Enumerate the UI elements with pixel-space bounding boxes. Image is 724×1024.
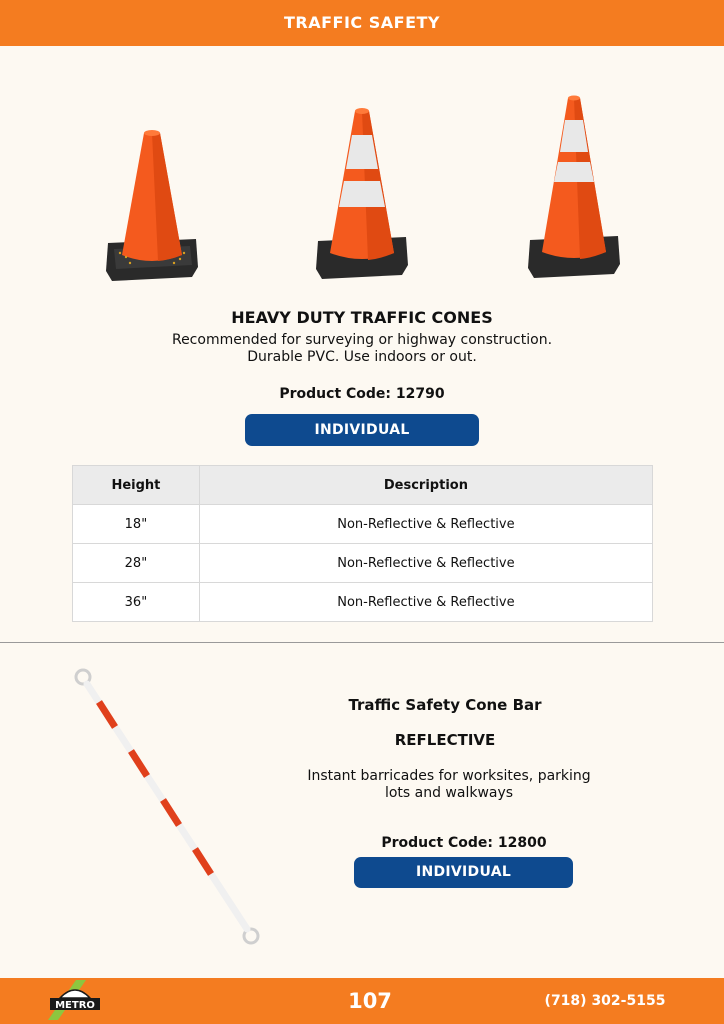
cone-images <box>0 90 724 290</box>
phone-number: (718) 302-5155 <box>544 993 666 1009</box>
table-cell-height: 36" <box>73 583 200 622</box>
section1-description-line2: Durable PVC. Use indoors or out. <box>247 349 477 365</box>
section1-individual-button[interactable]: INDIVIDUAL <box>245 414 479 446</box>
section1-description-line1: Recommended for surveying or highway construction. <box>171 332 553 348</box>
section2-individual-button[interactable]: INDIVIDUAL <box>354 857 573 888</box>
cone-36-image <box>526 94 622 284</box>
table-cell-description: Non-Reflective & Reflective <box>199 544 652 583</box>
section1-description <box>0 332 724 366</box>
table-cell-height: 28" <box>73 544 200 583</box>
table-cell-height: 18" <box>73 505 200 544</box>
size-table <box>72 465 653 622</box>
section2-description <box>280 768 618 802</box>
table-header-row <box>73 466 653 505</box>
section1-product-code: Product Code: 12790 <box>279 386 445 402</box>
table-row <box>73 583 653 622</box>
cone-28-image <box>312 105 412 285</box>
cone-bar-image <box>60 660 270 950</box>
table-header-description: Description <box>199 466 652 505</box>
page-number: 107 <box>348 989 392 1013</box>
section2-description-line2: lots and walkways <box>384 785 514 801</box>
table-header-height: Height <box>73 466 200 505</box>
logo-text: METRO <box>55 1000 95 1011</box>
section2-product-code: Product Code: 12800 <box>381 835 547 851</box>
section2-description-line1: Instant barricades for worksites, parking <box>307 768 591 784</box>
metro-logo-icon <box>46 980 104 1020</box>
table-row <box>73 505 653 544</box>
section1-title: HEAVY DUTY TRAFFIC CONES <box>231 308 493 327</box>
table-cell-description: Non-Reflective & Reflective <box>199 583 652 622</box>
header-bar <box>0 0 724 46</box>
table-cell-description: Non-Reflective & Reflective <box>199 505 652 544</box>
table-row <box>73 544 653 583</box>
section-divider <box>0 642 724 643</box>
page-title: TRAFFIC SAFETY <box>283 13 440 32</box>
section2-title: Traffic Safety Cone Bar <box>348 696 542 714</box>
cone-18-image <box>100 125 204 285</box>
section2-subtitle: REFLECTIVE <box>394 731 496 749</box>
